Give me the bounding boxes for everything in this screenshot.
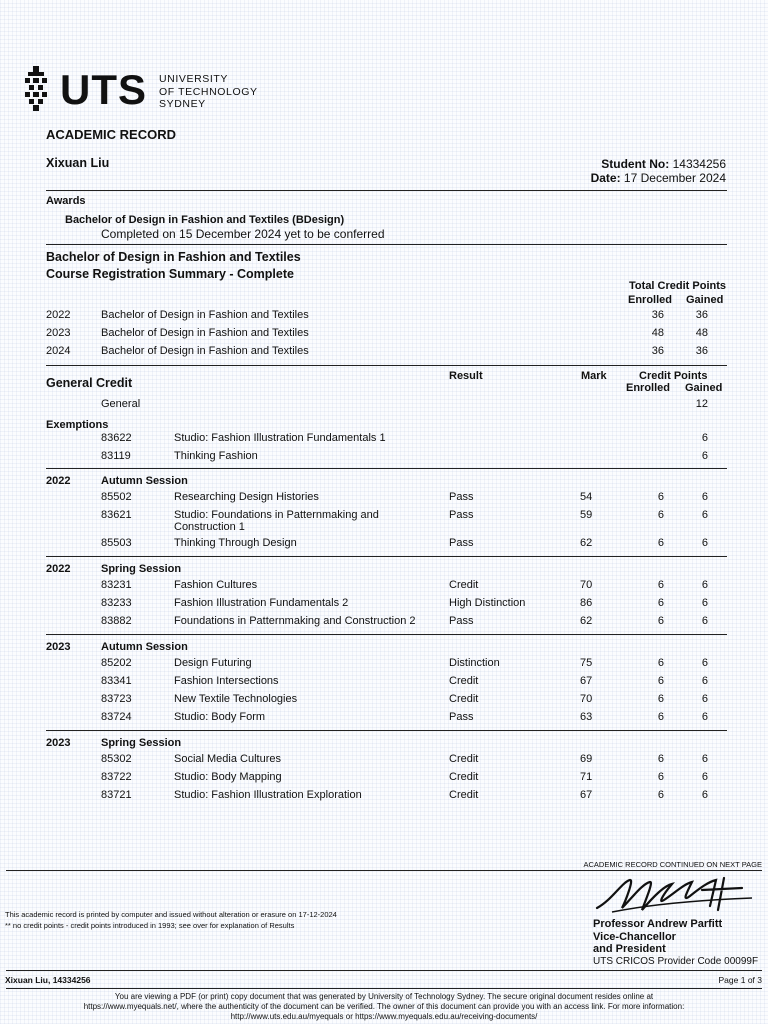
session-name: Spring Session bbox=[101, 563, 182, 575]
subject-code: 83119 bbox=[101, 450, 131, 462]
course-year: 2024 bbox=[46, 345, 71, 357]
session-year: 2022 bbox=[46, 563, 71, 575]
subject-gained: 6 bbox=[701, 771, 708, 783]
subject-gained: 6 bbox=[701, 693, 708, 705]
subject-result: Pass bbox=[449, 509, 474, 521]
uts-logo bbox=[22, 64, 262, 114]
student-reference: Xixuan Liu, 14334256 bbox=[5, 975, 91, 985]
mark-header: Mark bbox=[581, 370, 607, 382]
subject-gained: 6 bbox=[701, 675, 708, 687]
divider bbox=[46, 730, 727, 731]
subject-code: 83723 bbox=[101, 693, 132, 705]
divider bbox=[46, 556, 727, 557]
subject-code: 85302 bbox=[101, 753, 132, 765]
subject-result: Distinction bbox=[449, 657, 500, 669]
enrolled-header: Enrolled bbox=[626, 382, 671, 394]
subject-code: 85502 bbox=[101, 491, 132, 503]
subject-gained: 6 bbox=[701, 789, 708, 801]
subject-code: 83233 bbox=[101, 597, 132, 609]
subject-name: Researching Design Histories bbox=[174, 491, 319, 503]
subject-name: Studio: Fashion Illustration Exploration bbox=[174, 789, 362, 801]
subject-enrolled: 6 bbox=[657, 789, 664, 801]
award-status: Completed on 15 December 2024 yet to be conferred bbox=[101, 227, 385, 241]
course-name: Bachelor of Design in Fashion and Textiles bbox=[101, 309, 309, 321]
subject-mark: 75 bbox=[580, 657, 593, 669]
subject-mark: 63 bbox=[580, 711, 593, 723]
disclaimer bbox=[0, 992, 768, 1022]
subject-mark: 69 bbox=[580, 753, 593, 765]
divider bbox=[46, 634, 727, 635]
date-value: 17 December 2024 bbox=[623, 171, 726, 185]
subject-result: Credit bbox=[449, 675, 479, 687]
course-subtitle: Course Registration Summary - Complete bbox=[46, 267, 294, 281]
result-header: Result bbox=[449, 370, 483, 382]
subject-name: Fashion Intersections bbox=[174, 675, 279, 687]
subject-gained: 6 bbox=[701, 509, 708, 521]
subject-enrolled: 6 bbox=[657, 711, 664, 723]
general-gained: 12 bbox=[695, 398, 708, 410]
subject-enrolled: 6 bbox=[657, 509, 664, 521]
subject-enrolled: 6 bbox=[657, 537, 664, 549]
subject-name: Studio: Foundations in Patternmaking and bbox=[174, 509, 379, 521]
subject-result: Credit bbox=[449, 771, 479, 783]
subject-name: Design Futuring bbox=[174, 657, 252, 669]
subject-name-continued: Construction 1 bbox=[174, 521, 245, 533]
subject-mark: 62 bbox=[580, 537, 593, 549]
course-year: 2023 bbox=[46, 327, 71, 339]
subject-code: 83341 bbox=[101, 675, 132, 687]
course-gained: 48 bbox=[695, 327, 708, 339]
general-label: General bbox=[101, 398, 141, 410]
subject-result: Credit bbox=[449, 753, 479, 765]
subject-gained: 6 bbox=[701, 597, 708, 609]
course-name: Bachelor of Design in Fashion and Textiles bbox=[101, 327, 309, 339]
subject-result: Pass bbox=[449, 711, 474, 723]
subject-name: Foundations in Patternmaking and Construction 2 bbox=[174, 615, 416, 627]
university-line-3: SYDNEY bbox=[159, 98, 206, 110]
subject-name: Fashion Cultures bbox=[174, 579, 258, 591]
course-year: 2022 bbox=[46, 309, 71, 321]
student-no-label: Student No: bbox=[601, 157, 670, 171]
page-number: Page 1 of 3 bbox=[718, 975, 762, 985]
course-enrolled: 36 bbox=[651, 345, 664, 357]
subject-enrolled: 6 bbox=[657, 675, 664, 687]
subject-gained: 6 bbox=[701, 432, 708, 444]
subject-code: 83882 bbox=[101, 615, 132, 627]
subject-name: Social Media Cultures bbox=[174, 753, 281, 765]
session-name: Autumn Session bbox=[101, 641, 188, 653]
subject-name: New Textile Technologies bbox=[174, 693, 298, 705]
subject-enrolled: 6 bbox=[657, 693, 664, 705]
subject-mark: 62 bbox=[580, 615, 593, 627]
subject-code: 83622 bbox=[101, 432, 132, 444]
cricos-code: UTS CRICOS Provider Code 00099F bbox=[593, 956, 759, 967]
document-title: ACADEMIC RECORD bbox=[46, 127, 176, 142]
disclaimer-line-1: You are viewing a PDF (or print) copy document that was generated by University of Technology Sydney. The secure original document resides online at bbox=[114, 992, 654, 1001]
divider bbox=[6, 988, 762, 989]
gained-header: Gained bbox=[686, 294, 724, 306]
subject-code: 85503 bbox=[101, 537, 132, 549]
subject-name: Thinking Through Design bbox=[174, 537, 297, 549]
record-date bbox=[591, 171, 726, 185]
subject-mark: 70 bbox=[580, 579, 593, 591]
subject-result: Credit bbox=[449, 579, 479, 591]
subject-code: 83721 bbox=[101, 789, 132, 801]
subject-gained: 6 bbox=[701, 450, 708, 462]
subject-name: Thinking Fashion bbox=[174, 450, 258, 462]
subject-gained: 6 bbox=[701, 579, 708, 591]
subject-gained: 6 bbox=[701, 711, 708, 723]
subject-mark: 59 bbox=[580, 509, 593, 521]
subject-result: Credit bbox=[449, 789, 479, 801]
university-line-2: OF TECHNOLOGY bbox=[159, 85, 258, 98]
disclaimer-line-2: https://www.myequals.net/, where the authenticity of the document can be verified. The owner of this document can provide you with an access link. For more information: bbox=[83, 1002, 685, 1011]
uts-wordmark: UTS bbox=[60, 66, 147, 113]
university-line-1: UNIVERSITY bbox=[159, 73, 229, 85]
subject-code: 83231 bbox=[101, 579, 132, 591]
subject-gained: 6 bbox=[701, 657, 708, 669]
uts-emblem-icon bbox=[22, 64, 50, 114]
subject-mark: 71 bbox=[580, 771, 593, 783]
exemptions-heading: Exemptions bbox=[46, 419, 109, 431]
course-gained: 36 bbox=[695, 309, 708, 321]
subject-result: Pass bbox=[449, 491, 474, 503]
subject-name: Studio: Body Mapping bbox=[174, 771, 282, 783]
credit-points-header: Credit Points bbox=[639, 370, 708, 382]
continued-note: ACADEMIC RECORD CONTINUED ON NEXT PAGE bbox=[583, 860, 762, 869]
total-credit-points-header: Total Credit Points bbox=[629, 280, 726, 292]
subject-name: Fashion Illustration Fundamentals 2 bbox=[174, 597, 349, 609]
subject-code: 83724 bbox=[101, 711, 132, 723]
subject-enrolled: 6 bbox=[657, 491, 664, 503]
signatory-name: Professor Andrew Parfitt bbox=[593, 918, 723, 930]
student-no-value: 14334256 bbox=[672, 157, 726, 171]
divider bbox=[46, 244, 727, 245]
divider bbox=[46, 190, 727, 191]
session-name: Autumn Session bbox=[101, 475, 188, 487]
subject-mark: 54 bbox=[580, 491, 593, 503]
subject-mark: 67 bbox=[580, 789, 593, 801]
subject-code: 83722 bbox=[101, 771, 132, 783]
subject-gained: 6 bbox=[701, 491, 708, 503]
signature-icon bbox=[592, 870, 762, 920]
session-year: 2023 bbox=[46, 737, 71, 749]
date-label: Date: bbox=[590, 171, 621, 185]
session-year: 2022 bbox=[46, 475, 71, 487]
subject-mark: 86 bbox=[580, 597, 593, 609]
course-enrolled: 48 bbox=[651, 327, 664, 339]
subject-enrolled: 6 bbox=[657, 579, 664, 591]
subject-result: Pass bbox=[449, 537, 474, 549]
subject-result: High Distinction bbox=[449, 597, 526, 609]
subject-gained: 6 bbox=[701, 753, 708, 765]
subject-name: Studio: Body Form bbox=[174, 711, 266, 723]
subject-result: Pass bbox=[449, 615, 474, 627]
course-title: Bachelor of Design in Fashion and Textiles bbox=[46, 250, 301, 264]
subject-enrolled: 6 bbox=[657, 657, 664, 669]
signatory-title-1: Vice-Chancellor bbox=[593, 931, 676, 943]
divider bbox=[46, 365, 727, 366]
subject-name: Studio: Fashion Illustration Fundamentals 1 bbox=[174, 432, 386, 444]
student-name: Xixuan Liu bbox=[46, 156, 110, 170]
subject-enrolled: 6 bbox=[657, 753, 664, 765]
university-name bbox=[159, 73, 258, 111]
issue-note: This academic record is printed by computer and issued without alteration or erasure on 17-12-2024 bbox=[5, 910, 337, 919]
subject-gained: 6 bbox=[701, 615, 708, 627]
course-name: Bachelor of Design in Fashion and Textiles bbox=[101, 345, 309, 357]
awards-heading: Awards bbox=[46, 195, 86, 207]
subject-code: 83621 bbox=[101, 509, 132, 521]
subject-enrolled: 6 bbox=[657, 597, 664, 609]
subject-gained: 6 bbox=[701, 537, 708, 549]
subject-mark: 67 bbox=[580, 675, 593, 687]
gained-header: Gained bbox=[685, 382, 723, 394]
subject-result: Credit bbox=[449, 693, 479, 705]
subject-code: 85202 bbox=[101, 657, 132, 669]
session-year: 2023 bbox=[46, 641, 71, 653]
general-credit-heading: General Credit bbox=[46, 376, 133, 390]
student-number bbox=[601, 157, 726, 171]
award-degree: Bachelor of Design in Fashion and Textiles (BDesign) bbox=[65, 214, 345, 226]
session-name: Spring Session bbox=[101, 737, 182, 749]
disclaimer-line-3: http://www.uts.edu.au/myequals or https://www.myequals.edu.au/receiving-documents/ bbox=[230, 1012, 538, 1021]
divider bbox=[46, 468, 727, 469]
subject-enrolled: 6 bbox=[657, 771, 664, 783]
course-enrolled: 36 bbox=[651, 309, 664, 321]
divider bbox=[6, 970, 762, 971]
credit-points-note: ** no credit points - credit points introduced in 1993; see over for explanation of Results bbox=[5, 921, 295, 930]
subject-enrolled: 6 bbox=[657, 615, 664, 627]
subject-mark: 70 bbox=[580, 693, 593, 705]
signatory-title-2: and President bbox=[593, 943, 666, 955]
enrolled-header: Enrolled bbox=[628, 294, 673, 306]
course-gained: 36 bbox=[695, 345, 708, 357]
